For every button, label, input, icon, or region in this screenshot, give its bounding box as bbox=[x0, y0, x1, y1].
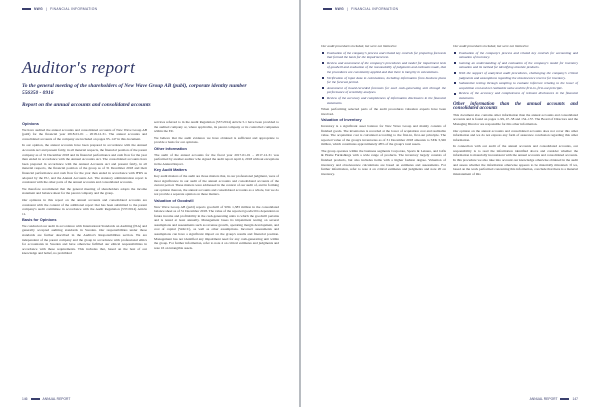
list-item: Verification of input data in calculations, including information from business plans for the forecast period. bbox=[327, 75, 446, 85]
paragraph: When performing selected parts of the audit procedures valuation experts have been involved. bbox=[321, 107, 446, 116]
report-addressee: To the general meeting of the shareholders of New Wave Group AB (publ), corporate identity number 556350 - 0916 bbox=[22, 83, 247, 96]
paragraph: Key audit matters of the audit are those matters that, in our professional judgment, were of most significance in our audit of the annual accounts and consolidated accounts of the current period. These matters were addressed in the context of our audit of, and in forming our opinion thereon, the annual accounts and consolidated accounts as a whole, but we do not provide a separate opinion on these matters. bbox=[154, 173, 279, 197]
procedures-list bbox=[321, 51, 446, 106]
paragraph: In our opinion, the annual accounts have been prepared in accordance with the Annual Accounts Act and present fairly, in all material respects, the financial position of the parent company as of 31 December 2018 and its financial performance and cash flow for the year then ended in accordance with the Annual Accounts Act. The consolidated accounts have been prepared in accordance with the Annual Accounts Act and present fairly, in all material respects, the financial position of the group as of 31 December 2018 and their financial performance and cash flow for the year then ended in accordance with IFRS as adopted by the EU, and the Annual Accounts Act. The statutory administration report is consistent with the other parts of the annual accounts and consolidated accounts. bbox=[22, 143, 148, 185]
header-rule bbox=[22, 8, 31, 10]
page-header bbox=[22, 5, 277, 13]
list-item: Evaluation of the company's process and related key controls for preparing forecasts that formed the basis for the impairment test. bbox=[327, 50, 446, 60]
page-number: 147 bbox=[572, 397, 578, 401]
heading-inventory: Valuation of Inventory bbox=[321, 117, 362, 123]
footer-label: ANNUAL REPORT bbox=[529, 397, 558, 401]
list-item: Assessment of board-recorded forecasts for each cash-generating unit through the performance of sensitivity analyses. bbox=[327, 85, 446, 95]
paragraph: The audit of the annual accounts for the fiscal year 2017-01-01 – 2017-12-31 was performed by another auditor who signed the audit report April 4, 2018 without exceptions in the Annual Report. bbox=[154, 152, 279, 166]
paragraph: The group operates within the business segments Corporate, Sports & Leisure, and Gifts & Home Furnishings with a wide range of products. The inventory largely consists of finished products, but also includes items with a higher fashion degree. Valuation of inventory and obsolescence calculations are based on estimates and assessments. For further information, refer to note 4 on critical estimates and judgments and note 20 on inventory. bbox=[321, 148, 446, 176]
procedures-list bbox=[453, 51, 578, 101]
paragraph: Inventory is a significant asset balance for New Wave Group and mainly consists of finished goods. The inventories is recorded at the lower of acquisition cost and realizable value. The acquisition cost is calculated according to the first-in, first-out principle. The reported value of the group's inventories as of 31 December 2018 amounts to SEK 3,326 million, which constitutes approximately 48% of the group's total assets. bbox=[321, 123, 446, 147]
right-page bbox=[301, 0, 600, 407]
paragraph: This document also contains other information than the annual accounts and consolidated accounts and is found on pages 1–99, 47–58 and 154–157. The Board of Directors and the Managing Director are responsible for this other information. bbox=[453, 112, 578, 126]
paragraph: In connection with our audit of the annual accounts and consolidated accounts, our responsibility is to read the information identified above and consider whether the information is materially inconsistent with the annual accounts and consolidated accounts. In this procedure we also take into account our knowledge otherwise obtained in the audit and assess whether the information otherwise appears to be materially misstated. If we, based on the work performed concerning this information, conclude that there is a material misstatement of this bbox=[453, 144, 578, 176]
header-divider: | bbox=[45, 7, 48, 11]
paragraph: We have audited the annual accounts and consolidated accounts of New Wave Group AB (publ) for the financial year 2018-01-01 – 2018-12-31. The annual accounts and consolidated accounts of the company are included on pages 95–147 in this document. bbox=[22, 127, 147, 141]
paragraph: New Wave Group AB (publ) reports goodwill of SEK 1,383 million in the consolidated balance sheet as of 31 December 2018. The value of the reported goodwill is dependent on future income and profitability in the cash-generating units to which the goodwill pertains and is tested at least annually. Management bases its impairment testing on several assumptions and assessments such as revenue growth, operating margin development, and cost of capital (WACC), as well as other assumptions. Incorrect assessments and assumptions can have a significant impact on the group's results and financial position. Management has not identified any impairment need for any cash-generating unit within the group. For further information, refer to note 4 on critical estimates and judgments and note 16 on intangible assets. bbox=[154, 204, 279, 250]
list-item: Review of the accuracy and completeness of information disclosures in the financial statements. bbox=[327, 95, 446, 105]
heading-basis: Basis for Opinions bbox=[22, 217, 57, 223]
right-column-1 bbox=[321, 44, 446, 178]
paragraph: Our opinions in this report on the annual accounts and consolidated accounts are consistent with the content of the additional report that has been submitted to the parent company's audit committee in accordance with the Audit Regulation (537/2014) Article 11. bbox=[22, 197, 147, 216]
page-title: Auditor's report bbox=[22, 58, 136, 77]
list-item: Evaluation of the company's process and related key controls for accounting and valuation of inventory. bbox=[459, 50, 578, 60]
list-item: Review of the accuracy and completeness of relevant disclosures in the financial statements. bbox=[459, 91, 578, 100]
list-item: Review and assessment of the company's procedures and model for impairment tests of goodwill and evaluation of the reasonability of judgments and estimates made, that the procedures are consistently applied and that there is integrity in calculations. bbox=[327, 60, 446, 74]
heading-goodwill: Valuation of Goodwill bbox=[154, 197, 194, 203]
left-column-1 bbox=[22, 120, 147, 258]
heading-key-audit-matters: Key Audit Matters bbox=[154, 167, 187, 173]
left-column-2 bbox=[154, 120, 279, 252]
paragraph: We conducted our audit in accordance with International Standards on Auditing (ISA) and generally accepted auditing standards in Sweden. Our responsibilities under those standards are further described in the Auditor's Responsibilities section. We are independent of the parent company and the group in accordance with professional ethics for accountants in Sweden and have otherwise fulfilled our ethical responsibilities in accordance with these requirements. This includes that, based on the best of our knowledge and belief, no prohibited bbox=[22, 223, 147, 256]
heading-other-information: Other information than the annual accounts and consolidated accounts bbox=[453, 101, 578, 112]
list-item: Substantive testing through sampling to evaluate inference relating to the lower of acquisition cost and net realizable value and the first-in, first-out principle. bbox=[459, 81, 578, 90]
paragraph: services referred to in the Audit Regulation (537/2014) Article 5.1 have been provided to the audited company or, where applicable, its parent company or its controlled companies within the EU. bbox=[154, 120, 279, 134]
page-footer bbox=[323, 395, 578, 403]
section-heading: Report on the annual accounts and consolidated accounts bbox=[22, 102, 151, 108]
procedures-lead: Our audit procedures included, but were not limited to: bbox=[453, 44, 530, 48]
heading-opinions: Opinions bbox=[22, 121, 39, 126]
footer-rule bbox=[560, 398, 569, 400]
list-item: With the support of analytical audit procedures, challenging the company's critical judgments and assumptions regarding the obsolescence reserve for inventory. bbox=[459, 70, 578, 80]
header-section: FINANCIAL INFORMATION bbox=[50, 7, 98, 11]
page-header bbox=[323, 5, 578, 13]
left-page bbox=[0, 0, 299, 407]
page-number: 146 bbox=[22, 397, 28, 401]
header-section: FINANCIAL INFORMATION bbox=[351, 7, 399, 11]
header-brand: NWG bbox=[34, 7, 43, 11]
paragraph: Our opinion on the annual accounts and consolidated accounts does not cover this other information and we do not express any form of assurance conclusion regarding this other information. bbox=[453, 128, 578, 142]
footer-label: ANNUAL REPORT bbox=[42, 397, 71, 401]
right-column-2 bbox=[453, 44, 578, 178]
paragraph: We believe that the audit evidence we have obtained is sufficient and appropriate to provide a basis for our opinions. bbox=[154, 135, 279, 145]
heading-other-information: Other information bbox=[154, 145, 187, 151]
header-divider: | bbox=[346, 7, 349, 11]
paragraph: We therefore recommend that the general meeting of shareholders adopts the income statement and balance sheet for the parent company and the group. bbox=[22, 186, 147, 196]
page-footer bbox=[22, 395, 277, 403]
procedures-lead: Our audit procedures included, but were not limited to: bbox=[321, 44, 398, 48]
header-rule bbox=[323, 8, 332, 10]
footer-rule bbox=[31, 398, 40, 400]
list-item: Gaining an understanding of and evaluation of the company's model for inventory valuation and its method for identifying obsolete products. bbox=[459, 60, 578, 70]
header-brand: NWG bbox=[335, 7, 344, 11]
